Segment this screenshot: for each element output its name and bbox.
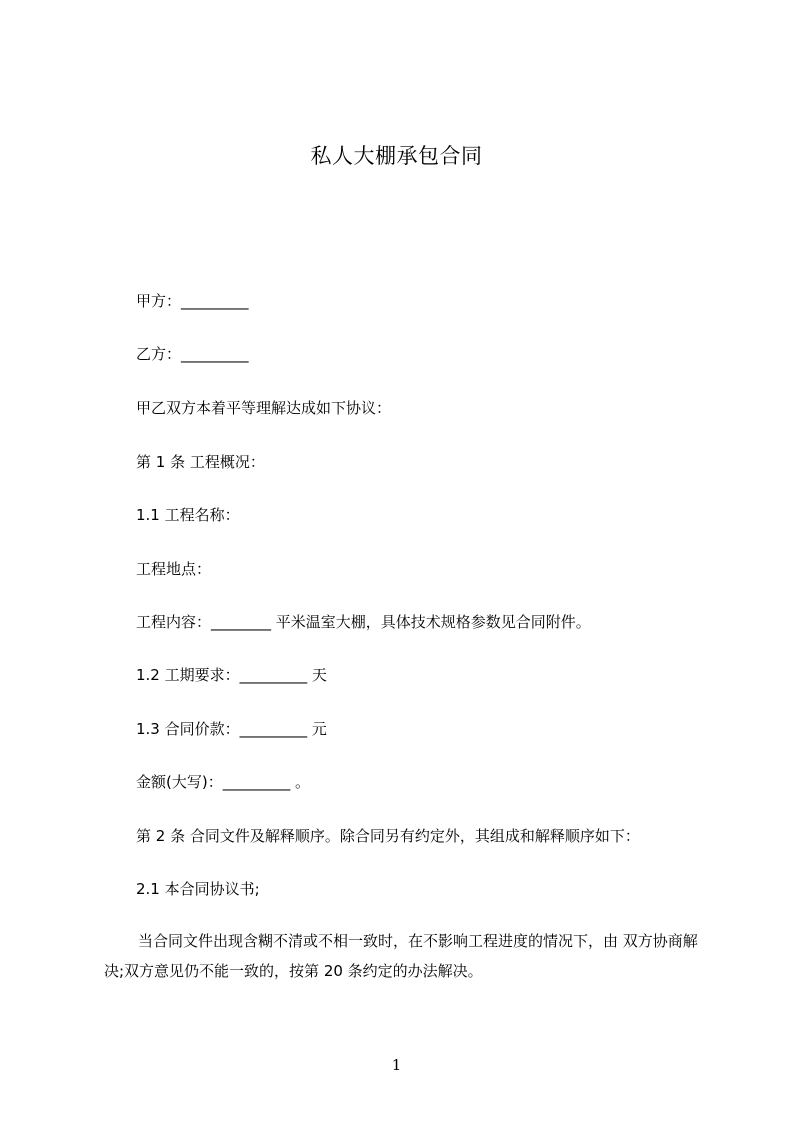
clause-1-1-project-name: 1.1 工程名称： bbox=[136, 506, 240, 524]
page-number: 1 bbox=[391, 1056, 402, 1074]
amount-in-words: 金额(大写)：_________ 。 bbox=[136, 773, 310, 791]
dispute-resolution-paragraph: 当合同文件出现含糊不清或不相一致时，在不影响工程进度的情况下，由 双方协商解决;双方意见仍不能一致的，按第 20 条约定的办法解决。 bbox=[104, 932, 698, 980]
project-content: 工程内容：________ 平米温室大棚，具体技术规格参数见合同附件。 bbox=[136, 613, 591, 631]
project-location: 工程地点： bbox=[136, 560, 212, 578]
document-title: 私人大棚承包合同 bbox=[310, 144, 483, 168]
clause-2-1: 2.1 本合同协议书; bbox=[136, 880, 260, 898]
clause-1-2-duration: 1.2 工期要求：_________ 天 bbox=[136, 666, 327, 684]
agreement-intro: 甲乙双方本着平等理解达成如下协议： bbox=[136, 399, 392, 417]
party-b-line: 乙方：_________ bbox=[136, 345, 249, 363]
article-2-heading: 第 2 条 合同文件及解释顺序。除合同另有约定外，其组成和解释顺序如下： bbox=[136, 827, 640, 845]
party-a-line: 甲方：_________ bbox=[136, 292, 249, 310]
clause-1-3-price: 1.3 合同价款：_________ 元 bbox=[136, 720, 327, 738]
article-1-heading: 第 1 条 工程概况： bbox=[136, 453, 265, 471]
